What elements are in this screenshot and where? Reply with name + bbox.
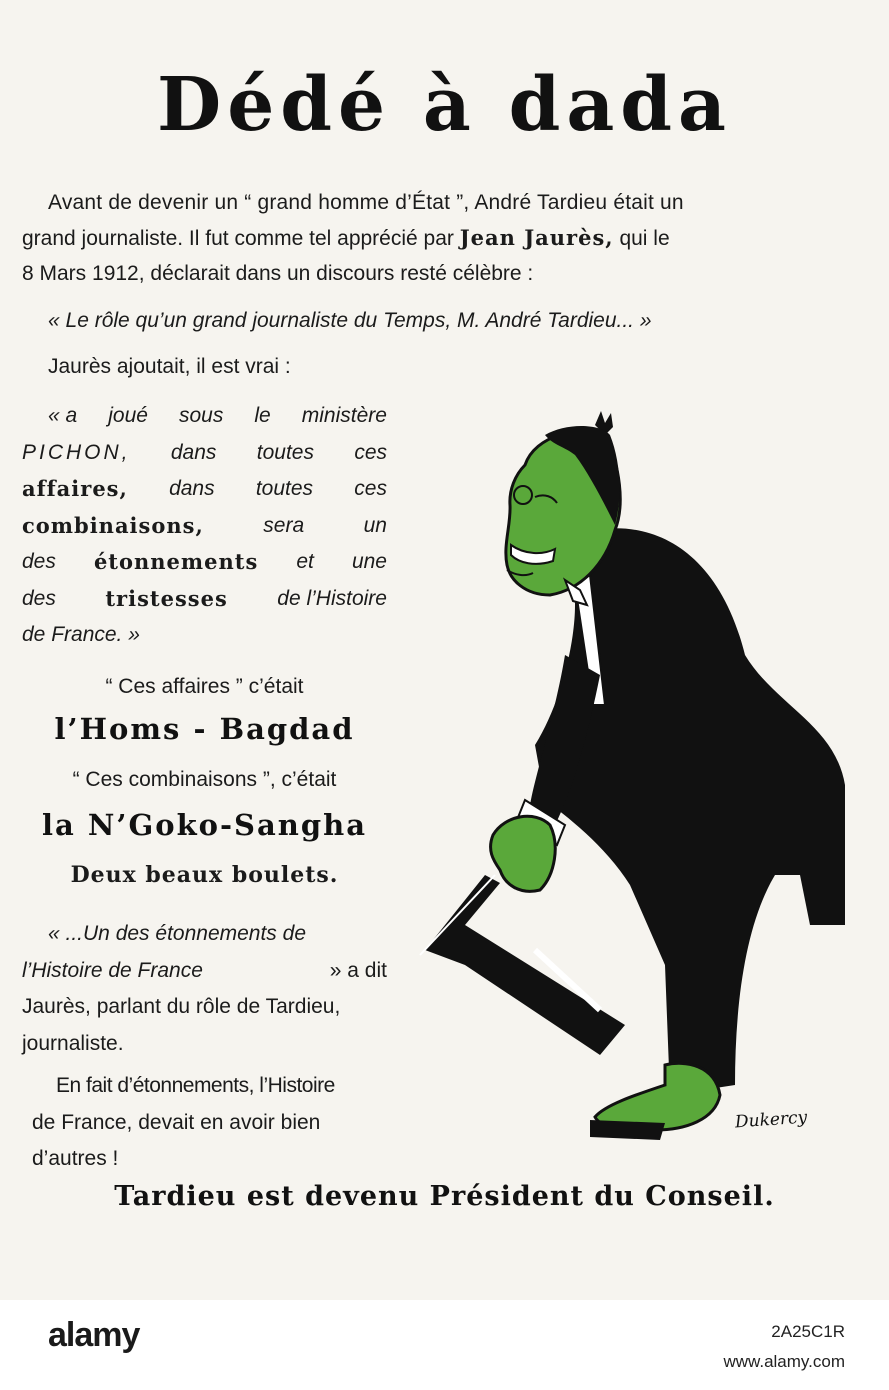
jaures-name: Jean Jaurès, [459,225,614,250]
quote-word: une [351,550,387,573]
quote-word: des [22,586,56,610]
tristesses-word: tristesses [105,585,228,611]
quote-word: un [363,513,387,537]
homs-bagdad: l’Homs - Bagdad [54,712,355,746]
combinaisons-word: combinaisons, [22,512,204,538]
enfait-line: En fait d’étonnements, l’Histoire [56,1074,335,1097]
alamy-logo: alamy [48,1316,140,1354]
intro-line-3: 8 Mars 1912, déclarait dans un discours resté célèbre : [22,262,534,285]
quote3-line [22,953,387,990]
quote-line [22,617,387,654]
quote-word: toutes [255,477,314,500]
image-id: 2A25C1R [771,1322,845,1341]
quote3-line: Jaurès, parlant du rôle de Tardieu, [22,995,341,1018]
quote3-rest: » a dit [329,958,387,982]
intro-paragraph [22,185,862,291]
quote-word: joué [108,404,148,427]
quote3-line: « ...Un des étonnements de [48,922,306,945]
quote-line [22,544,387,581]
quote-word: ministère [301,404,387,427]
quote-word: de l’Histoire [277,586,387,610]
quote-word: « a [48,404,78,427]
quote-line [22,435,387,472]
top-hat-icon [425,875,625,1055]
quote-word: ces [354,440,387,464]
jaures-quote [22,398,387,654]
quote3-line: journaliste. [22,1031,124,1055]
affaires-label: “ Ces affaires ” c’était [105,675,304,698]
quote3-italic: l’Histoire de France [22,958,203,982]
quote-word: sous [178,404,224,427]
pichon-name: PICHON, [22,440,131,464]
quote-tardieu-role: « Le rôle qu’un grand journaliste du Temps, M. André Tardieu... » [48,309,652,332]
affaires-word: affaires, [22,476,128,501]
enfait-line: de France, devait en avoir bien [32,1110,321,1134]
shoe-sole [590,1120,665,1140]
combinaisons-label: “ Ces combinaisons ”, c’était [72,768,337,791]
artist-signature: Dukercy [734,1107,808,1133]
deux-beaux-boulets: Deux beaux boulets. [70,862,339,888]
shoe [595,1063,720,1130]
quote-word: sera [263,513,305,537]
intro-line-2-start: grand journaliste. Il fut comme tel apprécié par [22,227,454,250]
jaures-ajoutait: Jaurès ajoutait, il est vrai : [48,355,291,378]
intro-line-2-end: qui le [619,227,670,250]
hand [491,816,556,891]
quote-word: et [296,550,314,573]
quote-word: toutes [256,440,314,464]
quote-word: ces [354,477,387,500]
etonnements-word: étonnements [93,549,259,574]
en-fait-paragraph [22,1068,387,1178]
quote-line [22,581,387,618]
quote-etonnements [22,916,387,1062]
quote-word: des [22,550,56,573]
intro-line-1: Avant de devenir un “ grand homme d’État ”, André Tardieu était un [48,191,684,214]
ngoko-sangha: la N’Goko-Sangha [41,808,368,842]
intro-line-2 [22,220,862,256]
quote-word: dans [169,477,215,500]
quote-word: le [254,404,271,427]
quote-word: dans [170,440,217,464]
tardieu-caricature [415,405,865,1165]
final-statement: Tardieu est devenu Président du Conseil. [114,1181,775,1212]
quote-line [22,508,387,545]
enfait-line: d’autres ! [32,1147,119,1170]
watermark-url: www.alamy.com [723,1352,845,1371]
quote-line [22,398,387,435]
poster-title: Dédé à dada [157,62,732,148]
quote-word: de France. » [22,623,140,646]
quote-line [22,471,387,508]
